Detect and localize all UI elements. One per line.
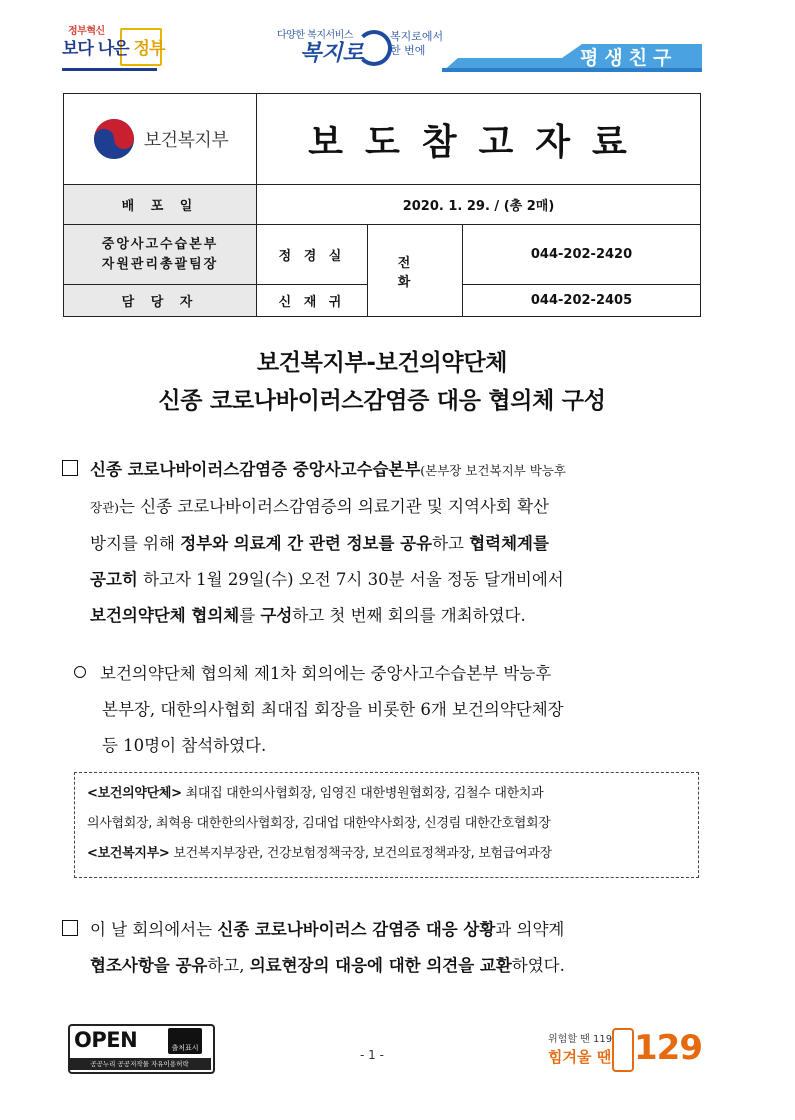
p3-text-1: 이 날 회의에서는 [90,920,218,939]
paragraph-1-line-2 [62,489,704,526]
paragraph-1-line-5 [62,598,704,634]
ministry-logo-cell [64,94,257,185]
contact-name-2: 신 재 귀 [257,285,368,317]
p1-small-1: (본부장 보건복지부 박능후 [420,463,566,478]
phone-label: 전 화 [368,225,463,317]
p1-small-2: 장관) [90,500,120,515]
info-box-line-3 [87,839,686,869]
square-bullet-icon [62,920,78,936]
kogl-strip: 공공누리 공공저작물 자유이용허락 [68,1058,211,1070]
p3-text-4: 하였다. [511,956,565,975]
contact-name-1: 정 경 실 [257,225,368,285]
department-label [64,225,257,285]
p1-bold-3: 협력체계를 [469,534,549,553]
p3-text-2: 과 의약계 [495,920,565,939]
gov-logo-text-1: 보다 나은 [62,39,129,59]
p1-text-4: 하고자 1월 29일(수) 오전 7시 30분 서울 정동 달개비에서 [137,570,564,589]
attendee-info-box [74,772,699,878]
bokjiro-swoosh-icon [356,30,392,66]
hotline-slogan: 힘겨울 땐 [548,1048,612,1066]
p3-bold-3: 의료현장의 대응에 대한 의견을 교환 [249,956,512,975]
gov-innovation-logo [62,34,164,59]
info-box-text-1: 최대집 대한의사협회장, 임영진 대한병원협회장, 김철수 대한치과 [181,786,544,801]
distribution-date-label: 배 포 일 [64,185,257,225]
p1-text-5: 를 [239,606,261,625]
attribution-icon-label: 출처표시 [171,1044,199,1052]
gov-innovation-small-text: 정부혁신 [68,26,105,37]
document-title: 보도참고자료 [257,94,701,185]
press-release-header-table [63,93,701,317]
info-box-heading-2: <보건복지부> [87,846,170,861]
department-line-2: 자원관리총괄팀장 [101,256,219,272]
p1-text-6: 하고 첫 번째 회의를 개최하였다. [292,606,526,625]
paragraph-2-line-2: 본부장, 대한의사협회 최대집 회장을 비롯한 6개 보건의약단체장 [102,700,564,719]
bokjiro-tagline: 다양한 복지서비스 [277,30,353,41]
paragraph-2 [74,656,704,764]
info-box-text-3: 보건복지부장관, 건강보험정책국장, 보건의료정책과장, 보험급여과장 [169,846,552,861]
paragraph-1 [62,452,704,634]
paragraph-1-line-3 [62,526,704,562]
p3-bold-2: 협조사항을 공유 [90,956,208,975]
paragraph-1-line-1 [62,452,704,489]
paragraph-3-line-1 [62,912,704,948]
headline-line-1: 보건복지부-보건의약단체 [256,350,508,376]
p1-bold-2: 정부와 의료계 간 관련 정보를 공유 [180,534,433,553]
bokjiro-logo: 복지로 [300,41,364,66]
paragraph-2-line-3: 등 10명이 참석하였다. [102,736,267,755]
taegeuk-icon [92,117,136,161]
gov-logo-underline [62,68,157,71]
phone-number-1: 044-202-2420 [463,225,701,285]
headline-line-2: 신종 코로나바이러스감염증 대응 협의체 구성 [158,388,606,414]
distribution-date-value: 2020. 1. 29. / (총 2매) [257,185,701,225]
p1-bold-1: 신종 코로나바이러스감염증 중앙사고수습본부 [90,460,421,479]
bokjiro-slogan [390,30,443,58]
p1-bold-6: 구성 [260,606,293,625]
info-box-line-1 [87,779,686,809]
p1-bold-5: 보건의약단체 협의체 [90,606,240,625]
p3-text-3: 하고, [207,956,250,975]
paragraph-1-line-4 [62,562,704,598]
attribution-icon [168,1028,202,1054]
p1-text-2: 방지를 위해 [90,534,181,553]
p1-text-3: 하고 [432,534,470,553]
lifelong-friend-text: 평생친구 [580,47,678,69]
p1-text-1: 는 신종 코로나바이러스감염증의 의료기관 및 지역사회 확산 [119,497,549,516]
hotline-number: 129 [634,1028,702,1068]
contact-person-label: 담 당 자 [64,285,257,317]
gov-logo-text-2: 정부 [133,39,165,59]
page-number: - 1 - [360,1048,384,1062]
paragraph-2-line-1 [74,656,704,692]
department-line-1: 중앙사고수습본부 [101,236,219,252]
square-bullet-icon [62,460,78,476]
kogl-open-text: OPEN [74,1028,138,1052]
circle-bullet-icon [74,666,86,678]
info-box-line-2: 의사협회장, 최혁용 대한한의사협회장, 김대업 대한약사회장, 신경림 대한간호협회장 [87,816,551,831]
ministry-name: 보건복지부 [143,130,229,151]
paragraph-3 [62,912,704,984]
p1-bold-4: 공고히 [90,570,138,589]
info-box-heading-1: <보건의약단체> [87,786,182,801]
bokjiro-slogan-1: 복지로에서 [390,30,444,43]
paragraph-3-line-2 [62,948,704,984]
bokjiro-slogan-2: 한 번에 [390,44,426,57]
p3-bold-1: 신종 코로나바이러스 감염증 대응 상황 [217,920,496,939]
hotline-tagline: 위험할 땐 119 [548,1034,613,1045]
phone-number-2: 044-202-2405 [463,285,701,317]
phone-icon [612,1028,634,1072]
p2-text-1: 보건의약단체 협의체 제1차 회의에는 중앙사고수습본부 박능후 [100,664,552,683]
